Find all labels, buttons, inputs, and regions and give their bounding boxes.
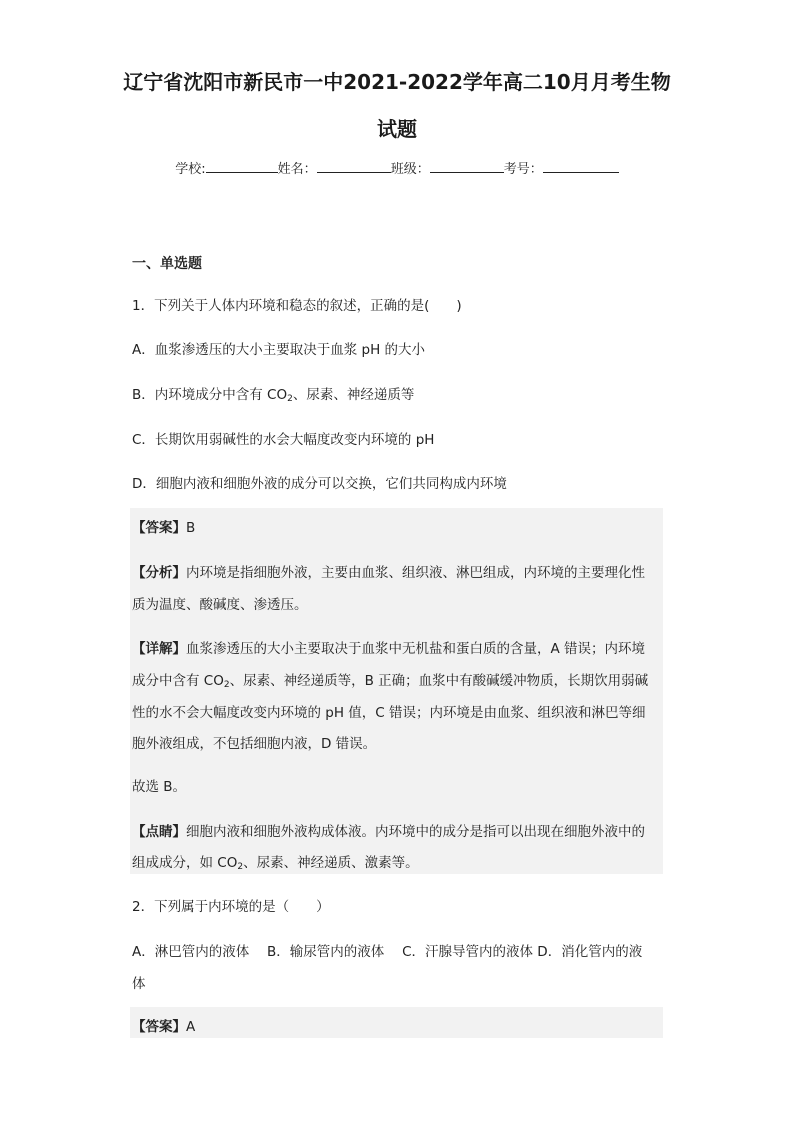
class-label: 班级： — [390, 162, 430, 177]
question-2-options-cont: 体 — [132, 976, 146, 992]
question-2-stem: 2．下列属于内环境的是（ ） — [132, 899, 330, 915]
question-1-detail-line-4: 胞外液组成，不包括细胞内液，D 错误。 — [132, 736, 377, 752]
question-1-analysis-cont: 质为温度、酸碱度、渗透压。 — [132, 597, 308, 613]
class-blank — [430, 158, 504, 173]
question-1-analysis: 【分析】内环境是指细胞外液，主要由血浆、组织液、淋巴组成，内环境的主要理化性 — [132, 565, 645, 581]
question-2-answer: 【答案】A — [132, 1019, 196, 1035]
name-label: 姓名： — [277, 162, 317, 177]
question-1-point-cont: 组成成分，如 $CO_2$、尿素、神经递质、激素等。 — [132, 855, 419, 872]
question-1-point: 【点睛】细胞内液和细胞外液构成体液。内环境中的成分是指可以出现在细胞外液中的 — [132, 824, 645, 840]
question-1-detail-line-3: 性的水不会大幅度改变内环境的 pH 值，C 错误；内环境是由血浆、组织液和淋巴等细 — [132, 705, 646, 721]
page-title: 辽宁省沈阳市新民市一中2021-2022学年高二10月月考生物 — [123, 70, 671, 94]
id-blank — [543, 158, 619, 173]
school-blank — [206, 158, 278, 173]
question-1-option-a: A．血浆渗透压的大小主要取决于血浆 pH 的大小 — [132, 342, 426, 358]
id-label: 考号： — [503, 162, 543, 177]
question-1-detail-line-2: 成分中含有 $CO_2$、尿素、神经递质等，B 正确；血浆中有酸碱缓冲物质，长期饮用弱碱 — [132, 673, 649, 690]
page-title-continuation: 试题 — [377, 117, 417, 141]
school-label: 学校: — [175, 162, 206, 177]
question-1-conclusion: 故选 B。 — [132, 779, 187, 795]
question-1-stem: 1．下列关于人体内环境和稳态的叙述，正确的是( ) — [132, 298, 462, 314]
question-1-option-d: D．细胞内液和细胞外液的成分可以交换，它们共同构成内环境 — [132, 476, 507, 492]
question-1-option-b: B．内环境成分中含有 $CO_2$、尿素、神经递质等 — [132, 387, 415, 404]
section-title: 一、单选题 — [132, 256, 202, 272]
question-2-options: A．淋巴管内的液体 B．输尿管内的液体 C．汗腺导管内的液体 D．消化管内的液 — [132, 944, 643, 960]
question-1-option-c: C．长期饮用弱碱性的水会大幅度改变内环境的 pH — [132, 432, 435, 448]
student-info — [0, 158, 794, 177]
question-1-answer: 【答案】B — [132, 520, 196, 536]
question-1-detail: 【详解】血浆渗透压的大小主要取决于血浆中无机盐和蛋白质的含量，A 错误；内环境 — [132, 641, 646, 657]
name-blank — [317, 158, 391, 173]
